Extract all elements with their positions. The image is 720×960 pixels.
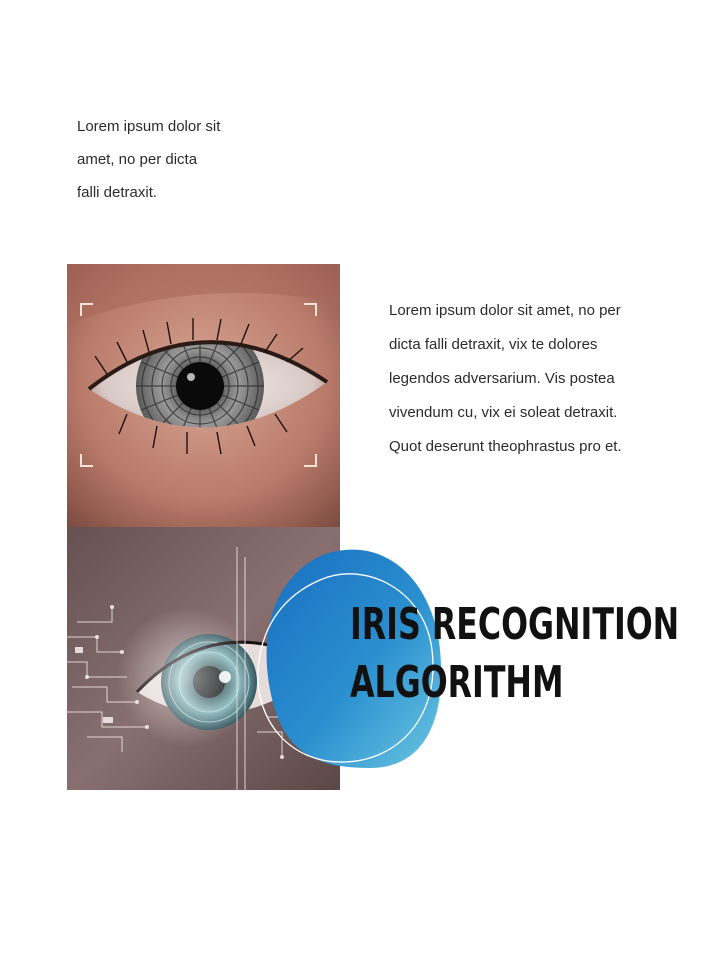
body-line: Quot deserunt theophrastus pro et. bbox=[389, 438, 622, 455]
eye-scan-photo bbox=[67, 264, 340, 527]
body-line: vivendum cu, vix ei soleat detraxit. bbox=[389, 404, 618, 421]
intro-line: amet, no per dicta bbox=[77, 151, 198, 168]
body-line: Lorem ipsum dolor sit amet, no per bbox=[389, 302, 621, 319]
body-paragraph bbox=[389, 294, 669, 464]
body-line: dicta falli detraxit, vix te dolores bbox=[389, 336, 598, 353]
title-line: IRIS RECOGNITION bbox=[350, 599, 680, 650]
eye-scan-image bbox=[67, 264, 340, 527]
intro-line: falli detraxit. bbox=[77, 184, 158, 201]
page-title bbox=[350, 596, 680, 712]
title-line: ALGORITHM bbox=[350, 657, 564, 708]
body-line: legendos adversarium. Vis postea bbox=[389, 370, 615, 387]
intro-line: Lorem ipsum dolor sit bbox=[77, 118, 221, 135]
intro-paragraph bbox=[77, 110, 252, 209]
